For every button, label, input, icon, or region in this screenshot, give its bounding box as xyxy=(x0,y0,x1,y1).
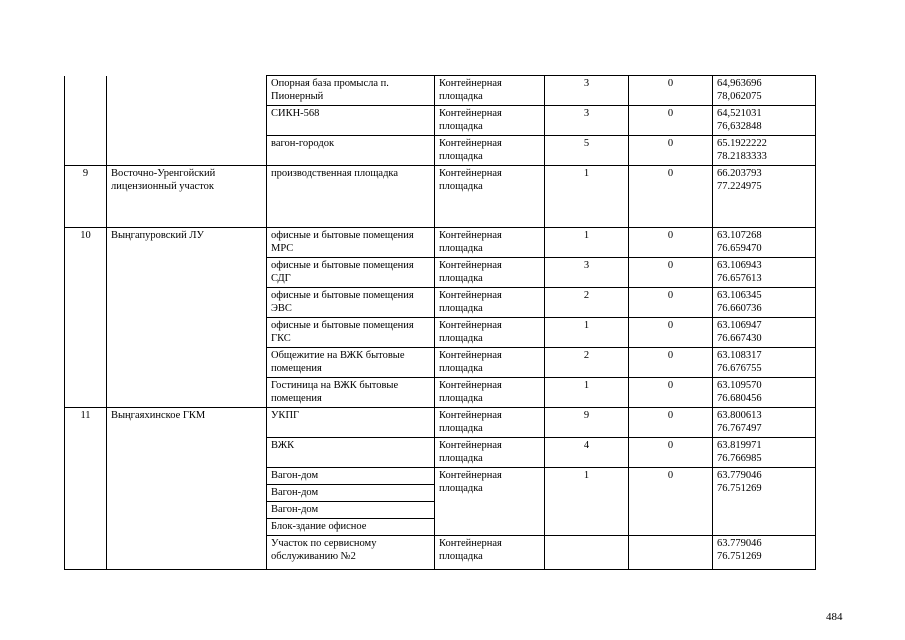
site-type-cell: Контейнерная площадка xyxy=(435,378,545,408)
latitude: 63.107268 xyxy=(717,230,762,241)
object-cell: вагон-городок xyxy=(267,136,435,166)
count-cell: 4 xyxy=(545,438,629,468)
latitude: 66.203793 xyxy=(717,168,762,179)
longitude: 76.766985 xyxy=(717,453,762,464)
count-cell: 2 xyxy=(545,288,629,318)
coordinates-cell xyxy=(713,166,816,228)
page-number: 484 xyxy=(826,611,843,623)
table-row xyxy=(65,228,816,258)
count-cell-2: 0 xyxy=(629,76,713,106)
longitude: 78.2183333 xyxy=(717,151,767,162)
coordinates-cell xyxy=(713,288,816,318)
table-row xyxy=(65,166,816,228)
site-type-cell: Контейнерная площадка xyxy=(435,166,545,228)
latitude: 63.800613 xyxy=(717,410,762,421)
coordinates-cell xyxy=(713,258,816,288)
object-cell: Вагон-дом xyxy=(267,502,435,519)
latitude: 64,521031 xyxy=(717,108,762,119)
license-area-cell: Выңгаяхинское ГКМ xyxy=(107,408,267,570)
longitude: 76,632848 xyxy=(717,121,762,132)
longitude: 76.676755 xyxy=(717,363,762,374)
site-type-cell: Контейнерная площадка xyxy=(435,228,545,258)
coordinates-cell xyxy=(713,438,816,468)
object-cell: офисные и бытовые помещения СДГ xyxy=(267,258,435,288)
count-cell: 1 xyxy=(545,378,629,408)
latitude: 63.109570 xyxy=(717,380,762,391)
object-cell: офисные и бытовые помещения ЭВС xyxy=(267,288,435,318)
coordinates-cell xyxy=(713,348,816,378)
count-cell-2: 0 xyxy=(629,468,713,536)
count-cell: 1 xyxy=(545,318,629,348)
latitude: 63.779046 xyxy=(717,470,762,481)
count-cell: 5 xyxy=(545,136,629,166)
object-cell: Участок по сервисному обслуживанию №2 xyxy=(267,536,435,570)
longitude: 76.767497 xyxy=(717,423,762,434)
latitude: 63.106345 xyxy=(717,290,762,301)
coordinates-cell xyxy=(713,318,816,348)
site-type-cell: Контейнерная площадка xyxy=(435,536,545,570)
coordinates-cell xyxy=(713,378,816,408)
table-row xyxy=(65,76,816,106)
object-cell: Гостиница на ВЖК бытовые помещения xyxy=(267,378,435,408)
latitude: 63.819971 xyxy=(717,440,762,451)
license-area-cell: Восточно-Уренгойский лицензионный участок xyxy=(107,166,267,228)
site-type-cell: Контейнерная площадка xyxy=(435,136,545,166)
table-row xyxy=(65,408,816,438)
count-cell: 1 xyxy=(545,228,629,258)
count-cell-2: 0 xyxy=(629,106,713,136)
object-cell: ВЖК xyxy=(267,438,435,468)
count-cell-2: 0 xyxy=(629,408,713,438)
count-cell: 9 xyxy=(545,408,629,438)
license-area-cell xyxy=(107,76,267,166)
object-cell: Общежитие на ВЖК бытовые помещения xyxy=(267,348,435,378)
coordinates-cell xyxy=(713,228,816,258)
count-cell-2 xyxy=(629,536,713,570)
site-type-cell: Контейнерная площадка xyxy=(435,288,545,318)
site-type-cell: Контейнерная площадка xyxy=(435,348,545,378)
count-cell-2: 0 xyxy=(629,348,713,378)
coordinates-cell xyxy=(713,408,816,438)
longitude: 76.667430 xyxy=(717,333,762,344)
site-type-cell: Контейнерная площадка xyxy=(435,106,545,136)
count-cell: 1 xyxy=(545,166,629,228)
coordinates-cell xyxy=(713,468,816,536)
object-cell: Вагон-дом xyxy=(267,468,435,485)
coordinates-cell xyxy=(713,136,816,166)
data-table xyxy=(64,75,816,570)
object-cell: производственная площадка xyxy=(267,166,435,228)
row-number-cell: 10 xyxy=(65,228,107,408)
count-cell-2: 0 xyxy=(629,258,713,288)
object-cell: Опорная база промысла п. Пионерный xyxy=(267,76,435,106)
longitude: 76.751269 xyxy=(717,551,762,562)
count-cell: 3 xyxy=(545,76,629,106)
count-cell-2: 0 xyxy=(629,228,713,258)
site-type-cell: Контейнерная площадка xyxy=(435,318,545,348)
count-cell-2: 0 xyxy=(629,438,713,468)
count-cell-2: 0 xyxy=(629,318,713,348)
latitude: 63.108317 xyxy=(717,350,762,361)
count-cell: 3 xyxy=(545,106,629,136)
object-cell: СИКН-568 xyxy=(267,106,435,136)
coordinates-cell xyxy=(713,106,816,136)
longitude: 76.660736 xyxy=(717,303,762,314)
coordinates-cell xyxy=(713,536,816,570)
latitude: 64,963696 xyxy=(717,78,762,89)
longitude: 76.659470 xyxy=(717,243,762,254)
count-cell-2: 0 xyxy=(629,378,713,408)
longitude: 76.751269 xyxy=(717,483,762,494)
count-cell: 3 xyxy=(545,258,629,288)
site-type-cell: Контейнерная площадка xyxy=(435,258,545,288)
count-cell: 2 xyxy=(545,348,629,378)
site-type-cell: Контейнерная площадка xyxy=(435,76,545,106)
row-number-cell: 11 xyxy=(65,408,107,570)
latitude: 65.1922222 xyxy=(717,138,767,149)
coordinates-cell xyxy=(713,76,816,106)
license-area-cell: Выңгапуровский ЛУ xyxy=(107,228,267,408)
longitude: 78,062075 xyxy=(717,91,762,102)
longitude: 76.657613 xyxy=(717,273,762,284)
object-cell: Вагон-дом xyxy=(267,485,435,502)
site-type-cell: Контейнерная площадка xyxy=(435,468,545,536)
object-cell: Блок-здание офисное xyxy=(267,519,435,536)
latitude: 63.779046 xyxy=(717,538,762,549)
count-cell-2: 0 xyxy=(629,166,713,228)
count-cell-2: 0 xyxy=(629,136,713,166)
object-cell: офисные и бытовые помещения ГКС xyxy=(267,318,435,348)
longitude: 77.224975 xyxy=(717,181,762,192)
count-cell-2: 0 xyxy=(629,288,713,318)
latitude: 63.106943 xyxy=(717,260,762,271)
object-cell: УКПГ xyxy=(267,408,435,438)
longitude: 76.680456 xyxy=(717,393,762,404)
site-type-cell: Контейнерная площадка xyxy=(435,438,545,468)
count-cell xyxy=(545,536,629,570)
row-number-cell: 9 xyxy=(65,166,107,228)
latitude: 63.106947 xyxy=(717,320,762,331)
row-number-cell xyxy=(65,76,107,166)
site-type-cell: Контейнерная площадка xyxy=(435,408,545,438)
object-cell: офисные и бытовые помещения МРС xyxy=(267,228,435,258)
count-cell: 1 xyxy=(545,468,629,536)
